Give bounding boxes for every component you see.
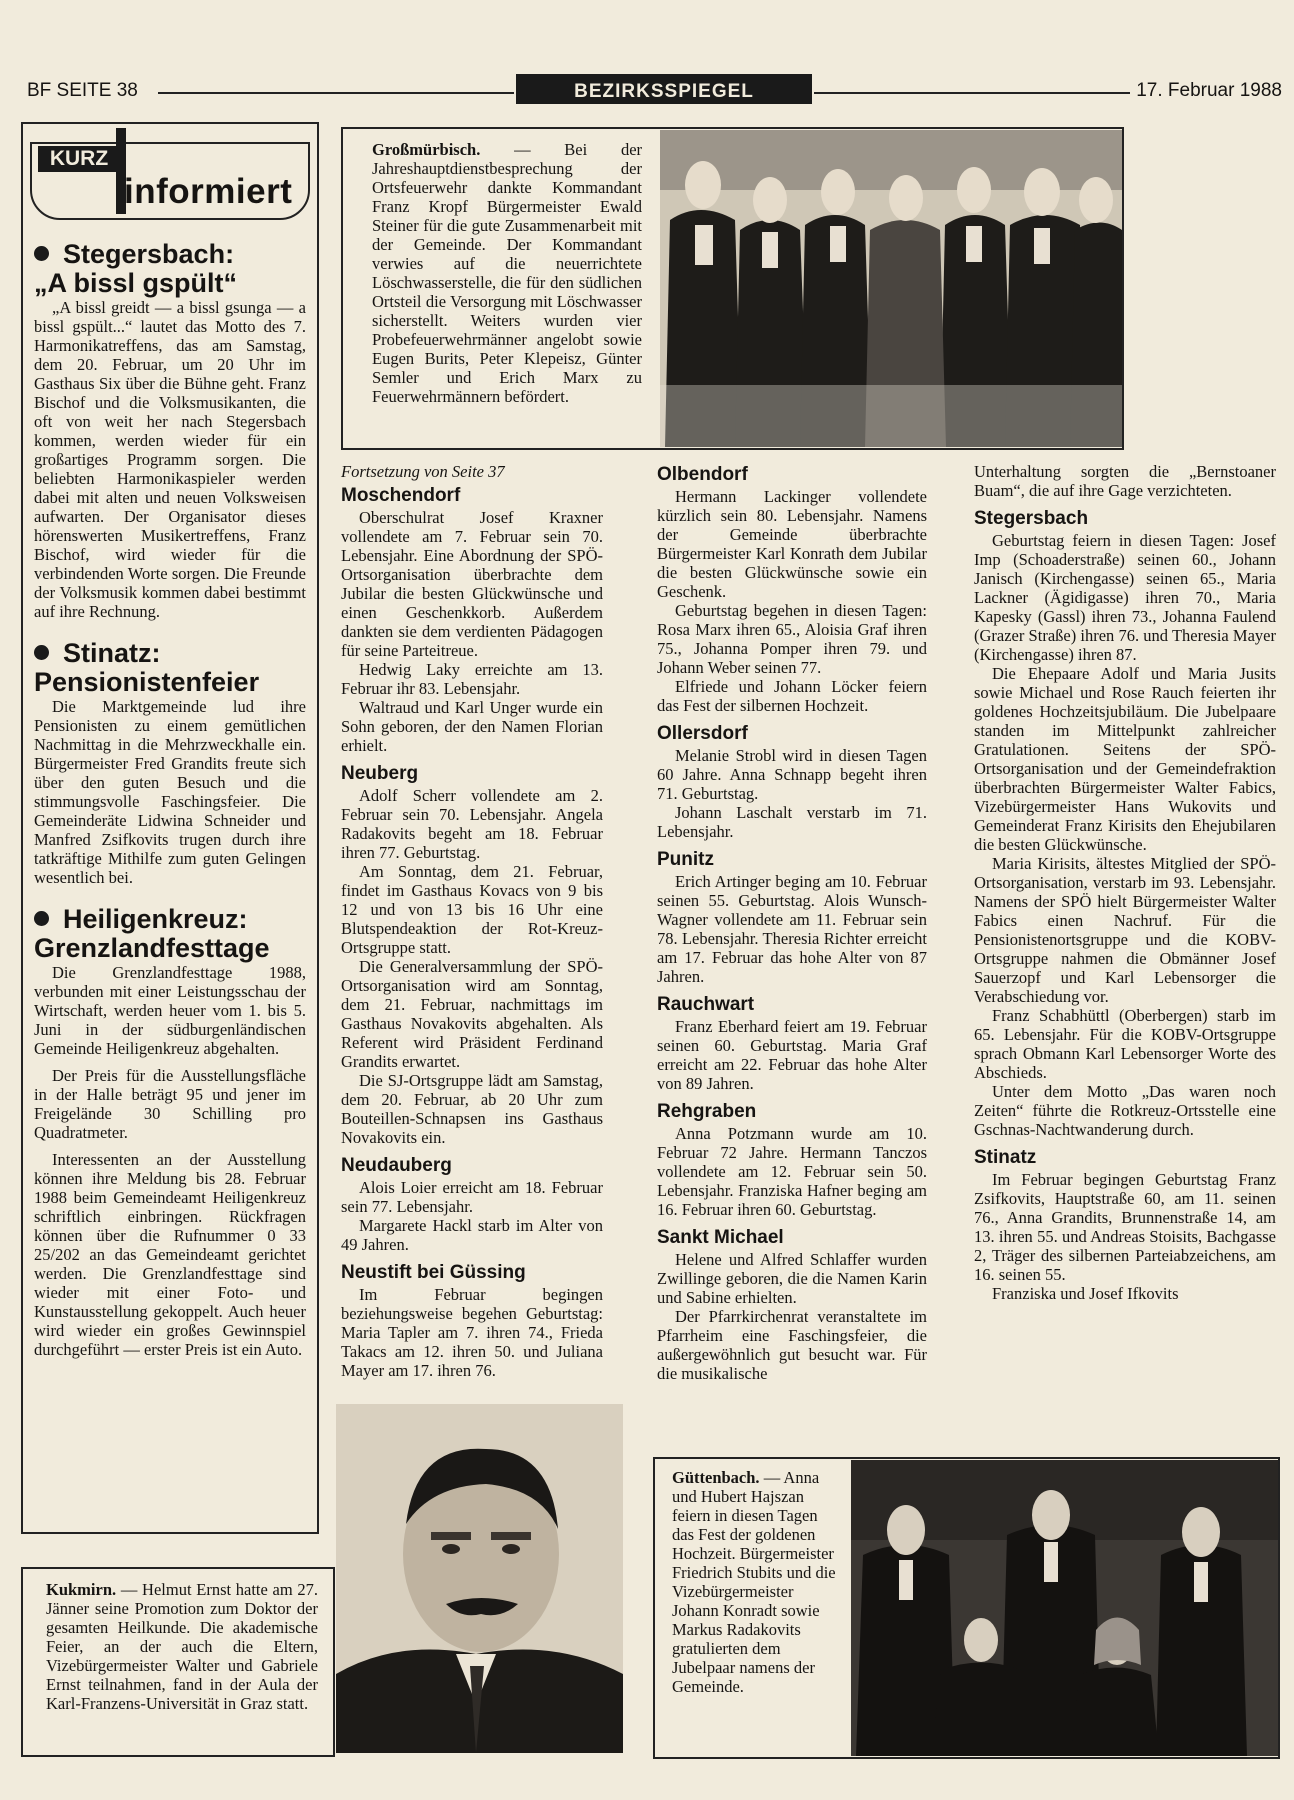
- article-heiligenkreuz-1: Die Grenzlandfesttage 1988, verbunden mit einer Leistungsschau der Wirtschaft, werden heuer vom 1. bis 5. Juni in der südburgenländischen Gemeinde Heiligenkreuz abgehalten.: [34, 963, 306, 1058]
- bullet-icon: [34, 911, 49, 926]
- olbendorf-1: Hermann Lackinger vollendete kürzlich sein 80. Lebensjahr. Namens der Gemeinde überbrachte Bürgermeister Karl Konrath dem Jubilar die besten Glückwünsche sowie ein Geschenk.: [657, 487, 927, 601]
- place-guettenbach: Güttenbach.: [672, 1468, 760, 1487]
- column-2: [341, 462, 603, 1380]
- michael-2: Der Pfarrkirchenrat veranstaltete im Pfarrheim eine Faschingsfeier, die außergewöhnlich gut besucht war. Für die musikalische: [657, 1307, 927, 1383]
- headline-heiligenkreuz-sub: Grenzlandfesttage: [34, 933, 270, 963]
- header-rule-left: [158, 92, 514, 94]
- jubilee-illustration: [851, 1460, 1278, 1756]
- page-header: [0, 0, 1294, 110]
- punitz-1: Erich Artinger beging am 10. Februar seinen 55. Geburtstag. Alois Wunsch-Wagner vollendete am 11. Februar sein 78. Lebensjahr. Theresia Richter erreicht am 17. Februar das hohe Alter von 87 Jahren.: [657, 872, 927, 986]
- stinatz-2: Franziska und Josef Ifkovits: [992, 1284, 1179, 1303]
- heading-olbendorf: Olbendorf: [657, 464, 748, 485]
- page-folio: BF SEITE 38: [27, 80, 138, 101]
- rauchwart-1: Franz Eberhard feiert am 19. Februar seinen 60. Geburtstag. Maria Graf erreicht am 22. Februar das hohe Alter von 89 Jahren.: [657, 1017, 927, 1093]
- rehgraben-1: Anna Potzmann wurde am 10. Februar 72 Jahre. Hermann Tanczos vollendete am 12. Februar sein 50. Lebensjahr. Franziska Hafner beging am 16. Februar ihren 60. Geburtstag.: [657, 1124, 927, 1219]
- heading-moschendorf: Moschendorf: [341, 485, 461, 506]
- jubilee-photo: [851, 1460, 1278, 1756]
- kurz-column: [34, 240, 306, 1359]
- stegersbach-4: Franz Schabhüttl (Oberbergen) starb im 65. Lebensjahr. Für die KOBV-Ortsgruppe sprach Obmann Karl Lebensorger Worte des Abschieds.: [974, 1006, 1276, 1082]
- heading-rehgraben: Rehgraben: [657, 1101, 757, 1122]
- heading-neudauberg: Neudauberg: [341, 1155, 452, 1176]
- stinatz-1: Im Februar begingen Geburtstag Franz Zsifkovits, Hauptstraße 60, am 11. seinen 76., Anna Grandits, Brunnenstraße 14, am 13. ihren 55. und Andreas Stoisits, Bachgasse 2, Träger des silbernen Parteiabzeichens, am 16. seinen 55.: [974, 1170, 1276, 1284]
- heading-punitz: Punitz: [657, 849, 714, 870]
- bullet-icon: [34, 645, 49, 660]
- heading-ollersdorf: Ollersdorf: [657, 723, 748, 744]
- portrait-photo: [336, 1404, 623, 1753]
- firefighters-photo: [660, 130, 1122, 447]
- ollersdorf-2: Johann Laschalt verstarb im 71. Lebensjahr.: [657, 803, 927, 841]
- grossmuerbisch-caption: Großmürbisch. — Bei der Jahreshauptdienstbesprechung der Ortsfeuerwehr dankte Kommandant Franz Kropf Bürgermeister Ewald Steiner für die gute Zusammenarbeit mit der Gemeinde. Der Kommandant verwies auf die neuerrichtete Löschwasserstelle, die für den südlichen Ortsteil die Versorgung mit Löschwasser sicherstellt. Weiters wurden vier Probefeuerwehrmänner angelobt sowie Eugen Burits, Peter Klepeisz, Günter Semler und Erich Marx zu Feuerwehrmännern befördert.: [372, 140, 643, 406]
- neuberg-1: Adolf Scherr vollendete am 2. Februar sein 70. Lebensjahr. Angela Radakovits begeht am 18. Februar ihren 77. Geburtstag.: [341, 786, 603, 862]
- continuation-note: Fortsetzung von Seite 37: [341, 462, 505, 481]
- stegersbach-2: Die Ehepaare Adolf und Maria Jusits sowie Michael und Rose Rauch feierten ihr goldenes Hochzeitsjubiläum. Die Jubelpaare standen im Mittelpunkt zahlreicher Gratulationen. Seitens der SPÖ-Ortsorganisation und der Gemeindefraktion überbrachten Bürgermeister Walter Fabics, Vizebürgermeister Hans Wukovits und Gemeinderat Franz Kirisits den Ehejubilaren die besten Glückwünsche.: [974, 664, 1276, 854]
- neuberg-2: Am Sonntag, dem 21. Februar, findet im Gasthaus Kovacs von 9 bis 12 und von 13 bis 16 Uhr eine Blutspendeaktion der Rot-Kreuz-Ortsgruppe statt.: [341, 862, 603, 957]
- moschendorf-2: Hedwig Laky erreichte am 13. Februar ihr 83. Lebensjahr.: [341, 660, 603, 698]
- place-kukmirn: Kukmirn.: [46, 1580, 117, 1599]
- article-heiligenkreuz-2: Der Preis für die Ausstellungsfläche in der Halle beträgt 95 und jener im Freigelände 30 Schilling pro Quadratmeter.: [34, 1066, 306, 1142]
- heading-sankt-michael: Sankt Michael: [657, 1227, 784, 1248]
- column-4: [974, 462, 1276, 1303]
- stegersbach-1: Geburtstag feiern in diesen Tagen: Josef Imp (Schoaderstraße) seinen 60., Johann Janisch (Kirchengasse) seinen 65., Maria Lackner (Ägidigasse) ihren 70., Maria Kapesky (Gassl) ihren 73., Johanna Faulend (Grazer Straße) ihren 76. und Theresia Mayer (Kirchengasse) ihren 87.: [974, 531, 1276, 664]
- header-rule-right: [814, 92, 1130, 94]
- headline-stinatz-sub: Pensionistenfeier: [34, 667, 260, 697]
- headline-stegersbach-sub: „A bissl gspült“: [34, 268, 238, 298]
- col4-intro: Unterhaltung sorgten die „Bernstoaner Buam“, die auf ihre Gage verzichteten.: [974, 462, 1276, 500]
- place-grossmuerbisch: Großmürbisch.: [372, 140, 481, 159]
- olbendorf-3: Elfriede und Johann Löcker feiern das Fest der silbernen Hochzeit.: [657, 677, 927, 715]
- moschendorf-1: Oberschulrat Josef Kraxner vollendete am 7. Februar sein 70. Lebensjahr. Eine Abordnung der SPÖ-Ortsorganisation überbrachte dem Jubilar die besten Glückwünsche und einen Geschenkkorb. Außerdem dankten sie dem verdienten Pädagogen für seine Parteitreue.: [341, 508, 603, 660]
- heading-neustift: Neustift bei Güssing: [341, 1262, 526, 1283]
- neudauberg-2: Margarete Hackl starb im Alter von 49 Jahren.: [341, 1216, 603, 1254]
- neuberg-4: Die SJ-Ortsgruppe lädt am Samstag, dem 20. Februar, ab 20 Uhr zum Bouteillen-Schnapsen ins Gasthaus Novakovits ein.: [341, 1071, 603, 1147]
- moschendorf-3: Waltraud und Karl Unger wurde ein Sohn geboren, der den Namen Florian erhielt.: [341, 698, 603, 755]
- firefighters-illustration: [660, 130, 1122, 447]
- stegersbach-3: Maria Kirisits, ältestes Mitglied der SPÖ-Ortsorganisation, verstarb im 93. Lebensjahr. Namens der SPÖ hielt Bürgermeister Walter Fabics einen Nachruf. Für die Pensionistenortsgruppe und die KOBV-Ortsgruppe nahmen die Obmänner Josef Sauerzopf und Karl Lebensorger die Verabschiedung vor.: [974, 854, 1276, 1006]
- neustift-1: Im Februar begingen beziehungsweise begehen Geburtstag: Maria Tapler am 7. ihren 74., Frieda Takacs am 12. ihren 50. und Juliana Mayer am 17. ihren 76.: [341, 1285, 603, 1380]
- neudauberg-1: Alois Loier erreicht am 18. Februar sein 77. Lebensjahr.: [341, 1178, 603, 1216]
- headline-heiligenkreuz: Heiligenkreuz:: [34, 905, 306, 934]
- section-title: BEZIRKSSPIEGEL: [516, 74, 812, 104]
- heading-stinatz: Stinatz: [974, 1147, 1037, 1168]
- ollersdorf-1: Melanie Strobl wird in diesen Tagen 60 Jahre. Anna Schnapp begeht ihren 71. Geburtstag.: [657, 746, 927, 803]
- olbendorf-2: Geburtstag begehen in diesen Tagen: Rosa Marx ihren 65., Aloisia Graf ihren 75., Johanna Pomper ihren 79. und Johann Weber seinen 77.: [657, 601, 927, 677]
- bullet-icon: [34, 246, 49, 261]
- stegersbach-5: Unter dem Motto „Das waren noch Zeiten“ führte die Rotkreuz-Ortsstelle eine Gschnas-Nachtwanderung durch.: [974, 1082, 1276, 1139]
- article-stinatz: Die Marktgemeinde lud ihre Pensionisten zu einem gemütlichen Nachmittag in die Mehrzweckhalle ein. Bürgermeister Fred Grandits freute sich über den guten Besuch und die stimmungsvolle Faschingsfeier. Die Gemeinderäte Lidwina Schneider und Manfred Zsifkovits trugen durch ihre tatkräftige Mithilfe zum guten Gelingen wesentlich bei.: [34, 697, 306, 887]
- kurz-tag: KURZ: [38, 146, 120, 172]
- neuberg-3: Die Generalversammlung der SPÖ-Ortsorganisation wird am Sonntag, dem 21. Februar, nachmittags im Gasthaus Novakovits abgehalten. Als Referent wird Präsident Ferdinand Grandits erwartet.: [341, 957, 603, 1071]
- article-stegersbach: „A bissl greidt — a bissl gsunga — a bissl gspült...“ lautet das Motto des 7. Harmonikatreffens, das am Samstag, dem 20. Februar, um 20 Uhr im Gasthaus Six über die Bühne geht. Franz Bischof und die Volksmusikanten, die oft von weit her nach Stegersbach kommen, werden wieder für ein großartiges Programm sorgen. Die beliebten Harmonikaspieler werden dabei mit alten und neuen Volksweisen aufwarten. Der Organisator dieses hörenswerten Musikertreffens, Franz Bischof, wird wieder für die verbindenden Worte sorgen. Die Freunde der Volksmusik kommen dabei bestimmt auf ihre Rechnung.: [34, 298, 306, 621]
- portrait-illustration: [336, 1404, 623, 1753]
- informiert-word: informiert: [124, 172, 293, 211]
- kukmirn-caption: Kukmirn. — Helmut Ernst hatte am 27. Jänner seine Promotion zum Doktor der gesamten Heilkunde. Die akademische Feier, an der auch die Eltern, Vizebürgermeister Walter und Gabriele Ernst teilnahmen, fand in der Aula der Karl-Franzens-Universität in Graz statt.: [46, 1580, 319, 1713]
- article-heiligenkreuz-3: Interessenten an der Ausstellung können ihre Meldung bis 28. Februar 1988 beim Gemeindeamt Heiligenkreuz schriftlich einbringen. Rückfragen können über die Rufnummer 0 33 25/202 an das Gemeindeamt gerichtet werden. Die Grenzlandfesttage sind wieder mit einer Foto- und Kunstausstellung gekoppelt. Auch heuer wird wieder ein großes Gewinnspiel durchgeführt — erster Preis ist ein Auto.: [34, 1150, 306, 1359]
- heading-stegersbach: Stegersbach: [974, 508, 1089, 529]
- heading-rauchwart: Rauchwart: [657, 994, 755, 1015]
- michael-1: Helene und Alfred Schlaffer wurden Zwillinge geboren, die die Namen Karin und Sabine erhielten.: [657, 1250, 927, 1307]
- headline-stegersbach: Stegersbach:: [34, 240, 306, 269]
- headline-stinatz: Stinatz:: [34, 639, 306, 668]
- heading-neuberg: Neuberg: [341, 763, 419, 784]
- guettenbach-caption: Güttenbach. — Anna und Hubert Hajszan feiern in diesen Tagen das Fest der goldenen Hochzeit. Bürgermeister Friedrich Stubits und die Vizebürgermeister Johann Konradt sowie Markus Radakovits gratulierten dem Jubelpaar namens der Gemeinde.: [672, 1468, 836, 1696]
- issue-date: 17. Februar 1988: [1136, 80, 1282, 101]
- column-3: [657, 462, 927, 1383]
